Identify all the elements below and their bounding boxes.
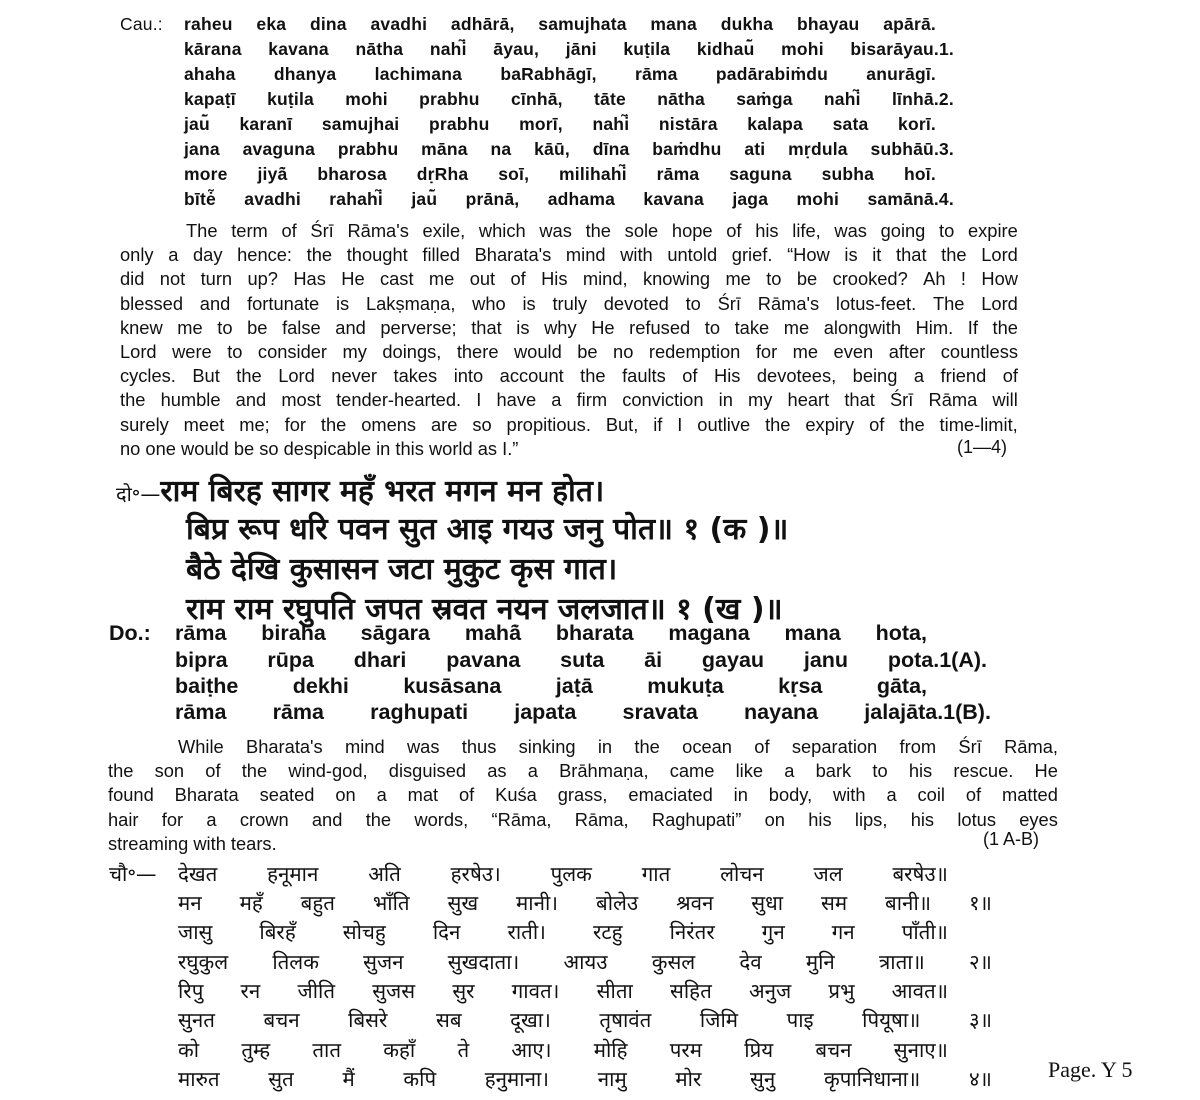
para2-line: While Bharata's mind was thus sinking in the ocean of separation from Śrī Rāma, [178,736,1058,757]
do-line-2: bipra rūpa dhari pavana suta āi gayau janu pota.1(A). [175,648,987,672]
chau-line-4: रघुकुल तिलक सुजन सुखदाता। आयउ कुसल देव मुनि त्राता॥ २॥ [178,950,992,974]
cau-line-7: more jiyȧ̃ bharosa dṛRha soī, milihahi̇̃ rāma saguna subha hoī. [184,164,936,184]
para1-line: knew me to be false and perverse; that is why He refused to take me alongwith Him. If the [120,316,1018,338]
para1-line: blessed and fortunate is Lakṣmaṇa, who is truly devoted to Śrī Rāma's lotus-feet. The Lord [120,292,1018,314]
doha-line-2: बिप्र रूप धरि पवन सुत आइ गयउ जनु पोत॥ १ (क )॥ [186,512,789,547]
chau-line-3: जासु बिरहँ सोचहु दिन राती। रटहु निरंतर गुन गन पाँती॥ [178,920,948,944]
para1-line: only a day hence: the thought filled Bharata's mind with untold grief. “How is it that the Lord [120,244,1018,266]
chau-line-6: सुनत बचन बिसरे सब दूखा। तृषावंत जिमि पाइ पियूषा॥ ३॥ [178,1008,992,1032]
para2-line: found Bharata seated on a mat of Kuśa grass, emaciated in body, with a coil of matted [108,784,1058,806]
para2-line: the son of the wind-god, disguised as a Brāhmaṇa, came like a bark to his rescue. He [108,760,1058,782]
do-label: Do.: [109,621,151,645]
chau-line-1: देखत हनूमान अति हरषेउ। पुलक गात लोचन जल बरषेउ॥ [178,862,948,886]
para2-line: streaming with tears. [108,832,277,854]
verse-reference-1: (1—4) [957,437,1008,457]
cau-line-3: ahaha dhanya lachimana baRabhāgī, rāma padārabiṁdu anurāgī. [184,64,936,84]
cau-line-5: jau̇̃ karanī samujhai prabhu morī, nahi̇̃ nistāra kalapa sata korī. [184,114,936,134]
para1-line: cycles. But the Lord never takes into account the faults of His devotees, being a friend of [120,365,1018,387]
cau-line-4: kapaṭī kuṭila mohi prabhu cīnhā, tāte nātha saṁga nahi̇̃ līnhā.2. [184,89,954,109]
cau-line-2: kārana kavana nātha nahi̇̃ āyau, jāni kuṭila kidhau̇̃ mohi bisarāyau.1. [184,39,954,59]
do-line-4: rāma rāma raghupati japata sravata nayana jalajāta.1(B). [175,700,991,724]
cau-line-8: bītė̃ avadhi rahahi̇̃ jau̇̃ prānā, adhama kavana jaga mohi samānā.4. [184,189,954,209]
do-line-1: rāma biraha sāgara mahȧ̃ bharata magana mana hota, [175,621,927,645]
doha-text: राम बिरह सागर महँ भरत मगन मन होत। [160,474,605,509]
cau-line-1: raheu eka dina avadhi adhārā, samujhata mana dukha bhayau apārā. [184,14,936,34]
translation-paragraph-2 [108,735,1058,856]
doha-line-4: राम राम रघुपति जपत स्रवत नयन जलजात॥ १ (ख )॥ [186,592,783,627]
para1-line: the humble and most tender-hearted. I have a firm conviction in my heart that Śrī Rāma will [120,389,1018,411]
para1-line: Lord were to consider my doings, there would be no redemption for me even after countless [120,340,1018,362]
chau-line-8: मारुत सुत मैं कपि हनुमाना। नामु मोर सुनु कृपानिधाना॥ ४॥ [178,1067,992,1091]
chau-line-5: रिपु रन जीति सुजस सुर गावत। सीता सहित अनुज प्रभु आवत॥ [178,979,948,1003]
doha-prefix: दो॰— [116,482,161,506]
para2-line: hair for a crown and the words, “Rāma, Rāma, Raghupati” on his lips, his lotus eyes [108,808,1058,830]
chau-prefix: चौ॰— [109,862,157,886]
para1-line: surely meet me; for the omens are so propitious. But, if I outlive the expiry of the time-limit, [120,413,1018,435]
chau-line-7: को तुम्ह तात कहाँ ते आए। मोहि परम प्रिय बचन सुनाए॥ [178,1038,948,1062]
do-line-3: baiṭhe dekhi kusāsana jaṭā mukuṭa kṛsa gāta, [175,674,927,698]
translation-paragraph-1 [120,219,1018,461]
doha-line-3: बैठे देखि कुसासन जटा मुकुट कृस गात। [186,552,618,587]
para1-line: The term of Śrī Rāma's exile, which was the sole hope of his life, was going to expire [186,220,1018,241]
doha-line-1 [116,469,604,510]
para1-line: no one would be so despicable in this world as I.” [120,437,519,459]
para1-line: did not turn up? Has He cast me out of His mind, knowing me to be crooked? Ah ! How [120,268,1018,290]
cau-line-6: jana avaguna prabhu māna na kāū, dīna baṁdhu ati mṛdula subhāū.3. [184,139,954,159]
chau-line-2: मन महँ बहुत भाँति सुख मानी। बोलेउ श्रवन सुधा सम बानी॥ १॥ [178,891,992,915]
verse-reference-2: (1 A-B) [983,829,1040,849]
cau-label: Cau.: [120,14,163,34]
page-number: Page. Y 5 [1048,1057,1133,1082]
